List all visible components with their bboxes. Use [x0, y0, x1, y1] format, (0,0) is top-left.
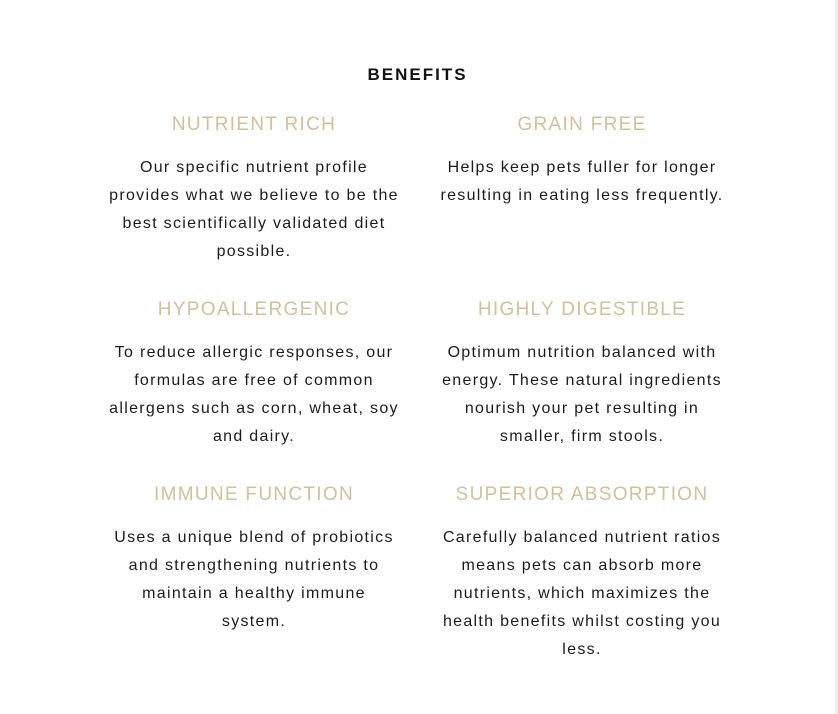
section-title: BENEFITS — [367, 65, 468, 84]
benefit-title: HYPOALLERGENIC — [157, 299, 351, 320]
benefit-description: Carefully balanced nutrient ratios means pets can absorb more nutrients, which maximizes the health benefits whilst costing you less. — [442, 529, 722, 658]
benefit-immune-function — [104, 483, 404, 636]
benefit-superior-absorption — [432, 483, 732, 664]
benefit-title: SUPERIOR ABSORPTION — [455, 484, 709, 505]
benefit-title: IMMUNE FUNCTION — [154, 484, 354, 505]
benefit-title: HIGHLY DIGESTIBLE — [477, 299, 687, 320]
benefit-title: GRAIN FREE — [517, 114, 647, 135]
benefit-grain-free — [432, 113, 732, 210]
benefit-description: Helps keep pets fuller for longer resulting in eating less frequently. — [440, 159, 724, 204]
benefit-highly-digestible — [432, 298, 732, 451]
benefit-description: To reduce allergic responses, our formulas are free of common allergens such as corn, wheat, soy and dairy. — [109, 344, 399, 445]
benefit-description: Our specific nutrient profile provides what we believe to be the best scientifically validated diet possible. — [109, 159, 399, 260]
benefit-nutrient-rich — [104, 113, 404, 266]
benefit-description: Uses a unique blend of probiotics and strengthening nutrients to maintain a healthy immune system. — [114, 529, 394, 630]
benefit-hypoallergenic — [104, 298, 404, 451]
benefit-title: NUTRIENT RICH — [171, 114, 337, 135]
benefit-description: Optimum nutrition balanced with energy. These natural ingredients nourish your pet resulting in smaller, firm stools. — [442, 344, 722, 445]
